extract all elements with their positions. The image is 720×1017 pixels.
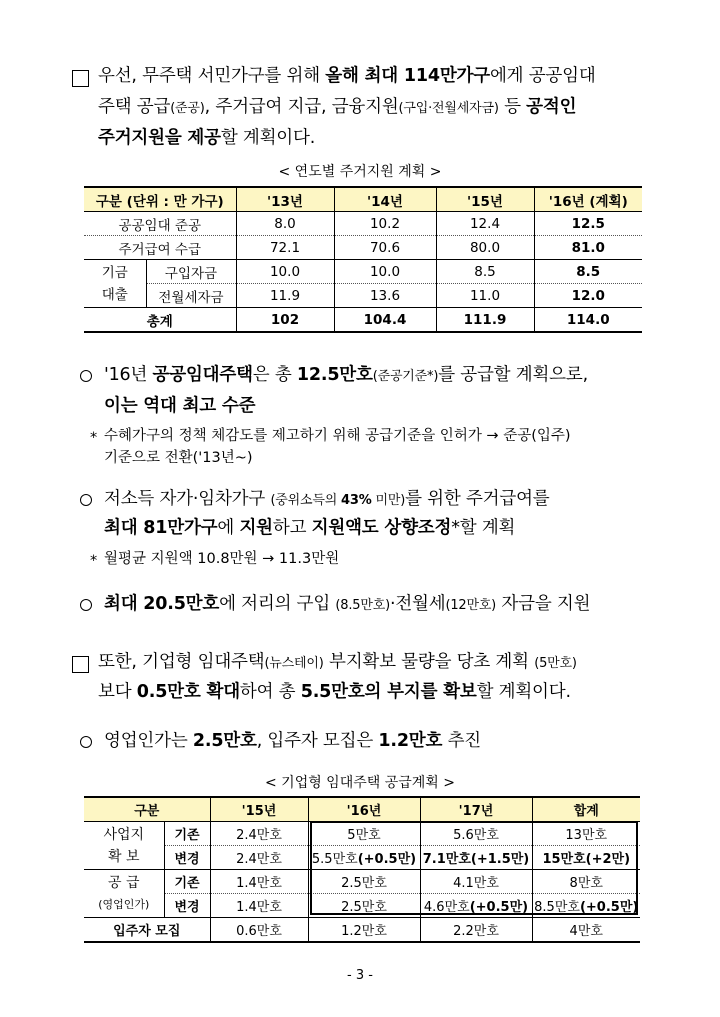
row-label: 기존 [164, 870, 210, 894]
cell: 1.2만호 [308, 918, 420, 943]
bullet2-line2: 최대 81만가구에 지원하고 지원액도 상향조정*할 계획 [104, 518, 516, 538]
group-label: 기금 대출 [84, 260, 146, 308]
note2-line1: 월평균 지원액 10.8만원 → 11.3만원 [104, 551, 340, 567]
table-row [84, 846, 640, 870]
row-label: 기존 [164, 822, 210, 846]
note1-line1: 수혜가구의 정책 체감도를 제고하기 위해 공급기준을 인허가 → 준공(입주) [104, 428, 571, 444]
row-label: 총계 [84, 308, 236, 333]
cell: 10.0 [236, 260, 334, 284]
table-row [84, 822, 640, 846]
row-label: 전월세자금 [146, 284, 236, 308]
cell: 72.1 [236, 236, 334, 260]
square-bullet-icon [72, 70, 89, 87]
cell: 5만호 [308, 822, 420, 846]
corporate-rental-table [84, 796, 640, 943]
cell: 114.0 [566, 311, 610, 328]
table1-header: '16년 (계획) [534, 187, 642, 212]
cell: 5.5만호(+0.5만) [308, 846, 420, 870]
cell: 7.1만호(+1.5만) [420, 846, 532, 870]
table2-header: '17년 [420, 797, 532, 822]
row-label: 구입자금 [146, 260, 236, 284]
table2-header: 합계 [532, 797, 640, 822]
row-label: 주거급여 수급 [84, 236, 236, 260]
cell: 12.4 [436, 212, 534, 236]
table1-header: '15년 [436, 187, 534, 212]
cell: 2.4만호 [210, 822, 308, 846]
cell: 15만호(+2만) [542, 852, 631, 867]
cell: 80.0 [436, 236, 534, 260]
cell: 2.2만호 [420, 918, 532, 943]
cell: 1.4만호 [210, 870, 308, 894]
table-row [84, 284, 642, 308]
para1-line2: 주택 공급(준공), 주거급여 지급, 금융지원(구입·전월세자금) 등 공적인 [98, 97, 577, 117]
table1-caption: < 연도별 주거지원 계획 > [278, 164, 442, 180]
cell: 10.0 [334, 260, 436, 284]
bullet1-line2: 이는 역대 최고 수준 [104, 396, 256, 416]
cell: 111.9 [436, 308, 534, 333]
cell: 11.0 [436, 284, 534, 308]
table1-header: 구분 (단위 : 만 가구) [84, 187, 236, 212]
para2-line1: 또한, 기업형 임대주택(뉴스테이) 부지확보 물량을 당초 계획 (5만호) [98, 652, 577, 672]
cell: 1.4만호 [210, 894, 308, 918]
page-number: - 3 - [347, 968, 373, 983]
cell: 2.5만호 [308, 870, 420, 894]
row-label: 공공임대 준공 [84, 212, 236, 236]
table2-header: '15년 [210, 797, 308, 822]
cell: 8만호 [569, 876, 603, 891]
cell: 13만호 [565, 828, 608, 843]
para1-line1: 우선, 무주택 서민가구를 위해 올해 최대 114만가구에게 공공임대 [98, 66, 596, 86]
cell: 70.6 [334, 236, 436, 260]
cell: 8.5 [576, 263, 601, 280]
cell: 2.5만호 [308, 894, 420, 918]
housing-support-table [84, 186, 642, 333]
group-label: 공 급 (영업인가) [84, 870, 164, 918]
circle-bullet-icon [80, 599, 92, 611]
cell: 0.6만호 [210, 918, 308, 943]
bullet3-line: 최대 20.5만호에 저리의 구입 (8.5만호)·전월세(12만호) 자금을 지원 [104, 594, 591, 614]
cell: 10.2 [334, 212, 436, 236]
cell: 12.5 [571, 215, 605, 232]
cell: 12.0 [571, 287, 605, 304]
note1-asterisk: * [90, 430, 98, 446]
bullet2-line1: 저소득 자가·임차가구 (중위소득의 43% 미만)를 위한 주거급여를 [104, 489, 550, 509]
circle-bullet-icon [80, 370, 92, 382]
table1-header: '13년 [236, 187, 334, 212]
table2-header-row [84, 797, 640, 822]
cell: 5.6만호 [420, 822, 532, 846]
table2-header: '16년 [308, 797, 420, 822]
table-row [84, 260, 642, 284]
cell: 8.5 [436, 260, 534, 284]
cell: 13.6 [334, 284, 436, 308]
cell: 104.4 [334, 308, 436, 333]
table-row [84, 870, 640, 894]
note2-asterisk: * [90, 553, 98, 569]
table1-header-row [84, 187, 642, 212]
circle-bullet-icon [80, 494, 92, 506]
row-label: 입주자 모집 [84, 918, 210, 943]
note1-line2: 기준으로 전환('13년~) [104, 450, 253, 466]
cell: 4.1만호 [420, 870, 532, 894]
table-row [84, 918, 640, 943]
cell: 11.9 [236, 284, 334, 308]
cell: 8.5만호(+0.5만) [534, 900, 639, 915]
table1-header: '14년 [334, 187, 436, 212]
table-row [84, 894, 640, 918]
cell: 81.0 [571, 239, 605, 256]
table2-caption: < 기업형 임대주택 공급계획 > [264, 775, 456, 791]
row-label: 변경 [164, 894, 210, 918]
row-label: 변경 [164, 846, 210, 870]
circle-bullet-icon [80, 736, 92, 748]
para2-line2: 보다 0.5만호 확대하여 총 5.5만호의 부지를 확보할 계획이다. [98, 682, 571, 702]
cell: 4만호 [569, 924, 603, 939]
group-label: 사업지 확 보 [84, 822, 164, 870]
table-row [84, 212, 642, 236]
para1-line3: 주거지원을 제공할 계획이다. [98, 128, 316, 148]
cell: 2.4만호 [210, 846, 308, 870]
bullet1-line1: '16년 공공임대주택은 총 12.5만호(준공기준*)를 공급할 계획으로, [104, 365, 588, 385]
table2-header: 구분 [84, 797, 210, 822]
square-bullet-icon [72, 656, 89, 673]
table-row [84, 236, 642, 260]
cell: 8.0 [236, 212, 334, 236]
cell: 4.6만호(+0.5만) [420, 894, 532, 918]
cell: 102 [236, 308, 334, 333]
table-row [84, 308, 642, 333]
bullet4-line: 영업인가는 2.5만호, 입주자 모집은 1.2만호 추진 [104, 731, 481, 751]
